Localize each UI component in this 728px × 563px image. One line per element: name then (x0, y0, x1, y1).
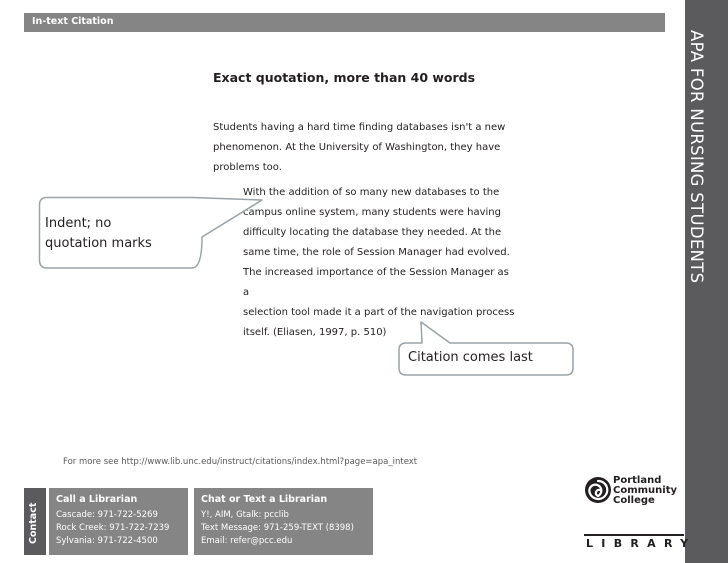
email-link[interactable]: Email: refer@pcc.edu (201, 536, 293, 546)
quote-line: With the addition of so many new databases to the (243, 187, 500, 198)
college-name-line: College (613, 495, 655, 506)
more-info-link[interactable]: For more see http://www.lib.unc.edu/instruct/citations/index.html?page=apa_intext (63, 457, 418, 467)
call-librarian-heading: Call a Librarian (56, 494, 138, 505)
text-message: Text Message: 971-259-TEXT (8398) (201, 523, 354, 533)
library-wordmark: LIBRARY (586, 537, 697, 550)
call-librarian-box (49, 488, 188, 555)
logo-rule (584, 534, 684, 536)
indent-callout-line: Indent; no (45, 216, 112, 231)
intro-paragraph (213, 118, 513, 178)
quote-line: difficulty locating the database they needed. At the (243, 227, 502, 238)
chat-librarian-box (194, 488, 373, 555)
footer-contact (24, 488, 373, 555)
college-name-line: Portland (613, 475, 662, 486)
phone-cascade: Cascade: 971-722-5269 (56, 510, 158, 520)
citation-callout (398, 322, 574, 376)
college-name-line: Community (613, 485, 678, 496)
intro-line: problems too. (213, 162, 282, 173)
indent-callout-line: quotation marks (45, 236, 152, 251)
header-bar (24, 13, 665, 32)
quote-line: same time, the role of Session Manager had evolved. (243, 247, 510, 258)
citation-callout-text: Citation comes last (408, 350, 533, 365)
phone-rock-creek: Rock Creek: 971-722-7239 (56, 523, 170, 533)
quote-line: itself. (Eliasen, 1997, p. 510) (243, 327, 387, 338)
indent-callout (34, 197, 174, 270)
pcc-swirl-icon (584, 476, 612, 504)
intro-line: Students having a hard time finding databases isn't a new (213, 122, 506, 133)
college-name (613, 476, 677, 506)
quote-line: selection tool made it a part of the navigation process (243, 307, 515, 318)
header-title: In-text Citation (32, 16, 114, 27)
quote-line: campus online system, many students were having (243, 207, 501, 218)
chat-handle: Y!, AIM, Gtalk: pcclib (201, 510, 289, 520)
contact-label: Contact (28, 502, 39, 544)
section-heading: Exact quotation, more than 40 words (213, 70, 476, 85)
contact-tab (24, 488, 46, 555)
phone-sylvania: Sylvania: 971-722-4500 (56, 536, 158, 546)
intro-line: phenomenon. At the University of Washington, they have (213, 142, 501, 153)
side-band (685, 0, 728, 563)
side-title: APA FOR NURSING STUDENTS (687, 30, 706, 284)
quote-line: The increased importance of the Session Manager as a (243, 267, 509, 298)
pcc-library-logo (584, 475, 697, 552)
chat-librarian-heading: Chat or Text a Librarian (201, 494, 328, 505)
